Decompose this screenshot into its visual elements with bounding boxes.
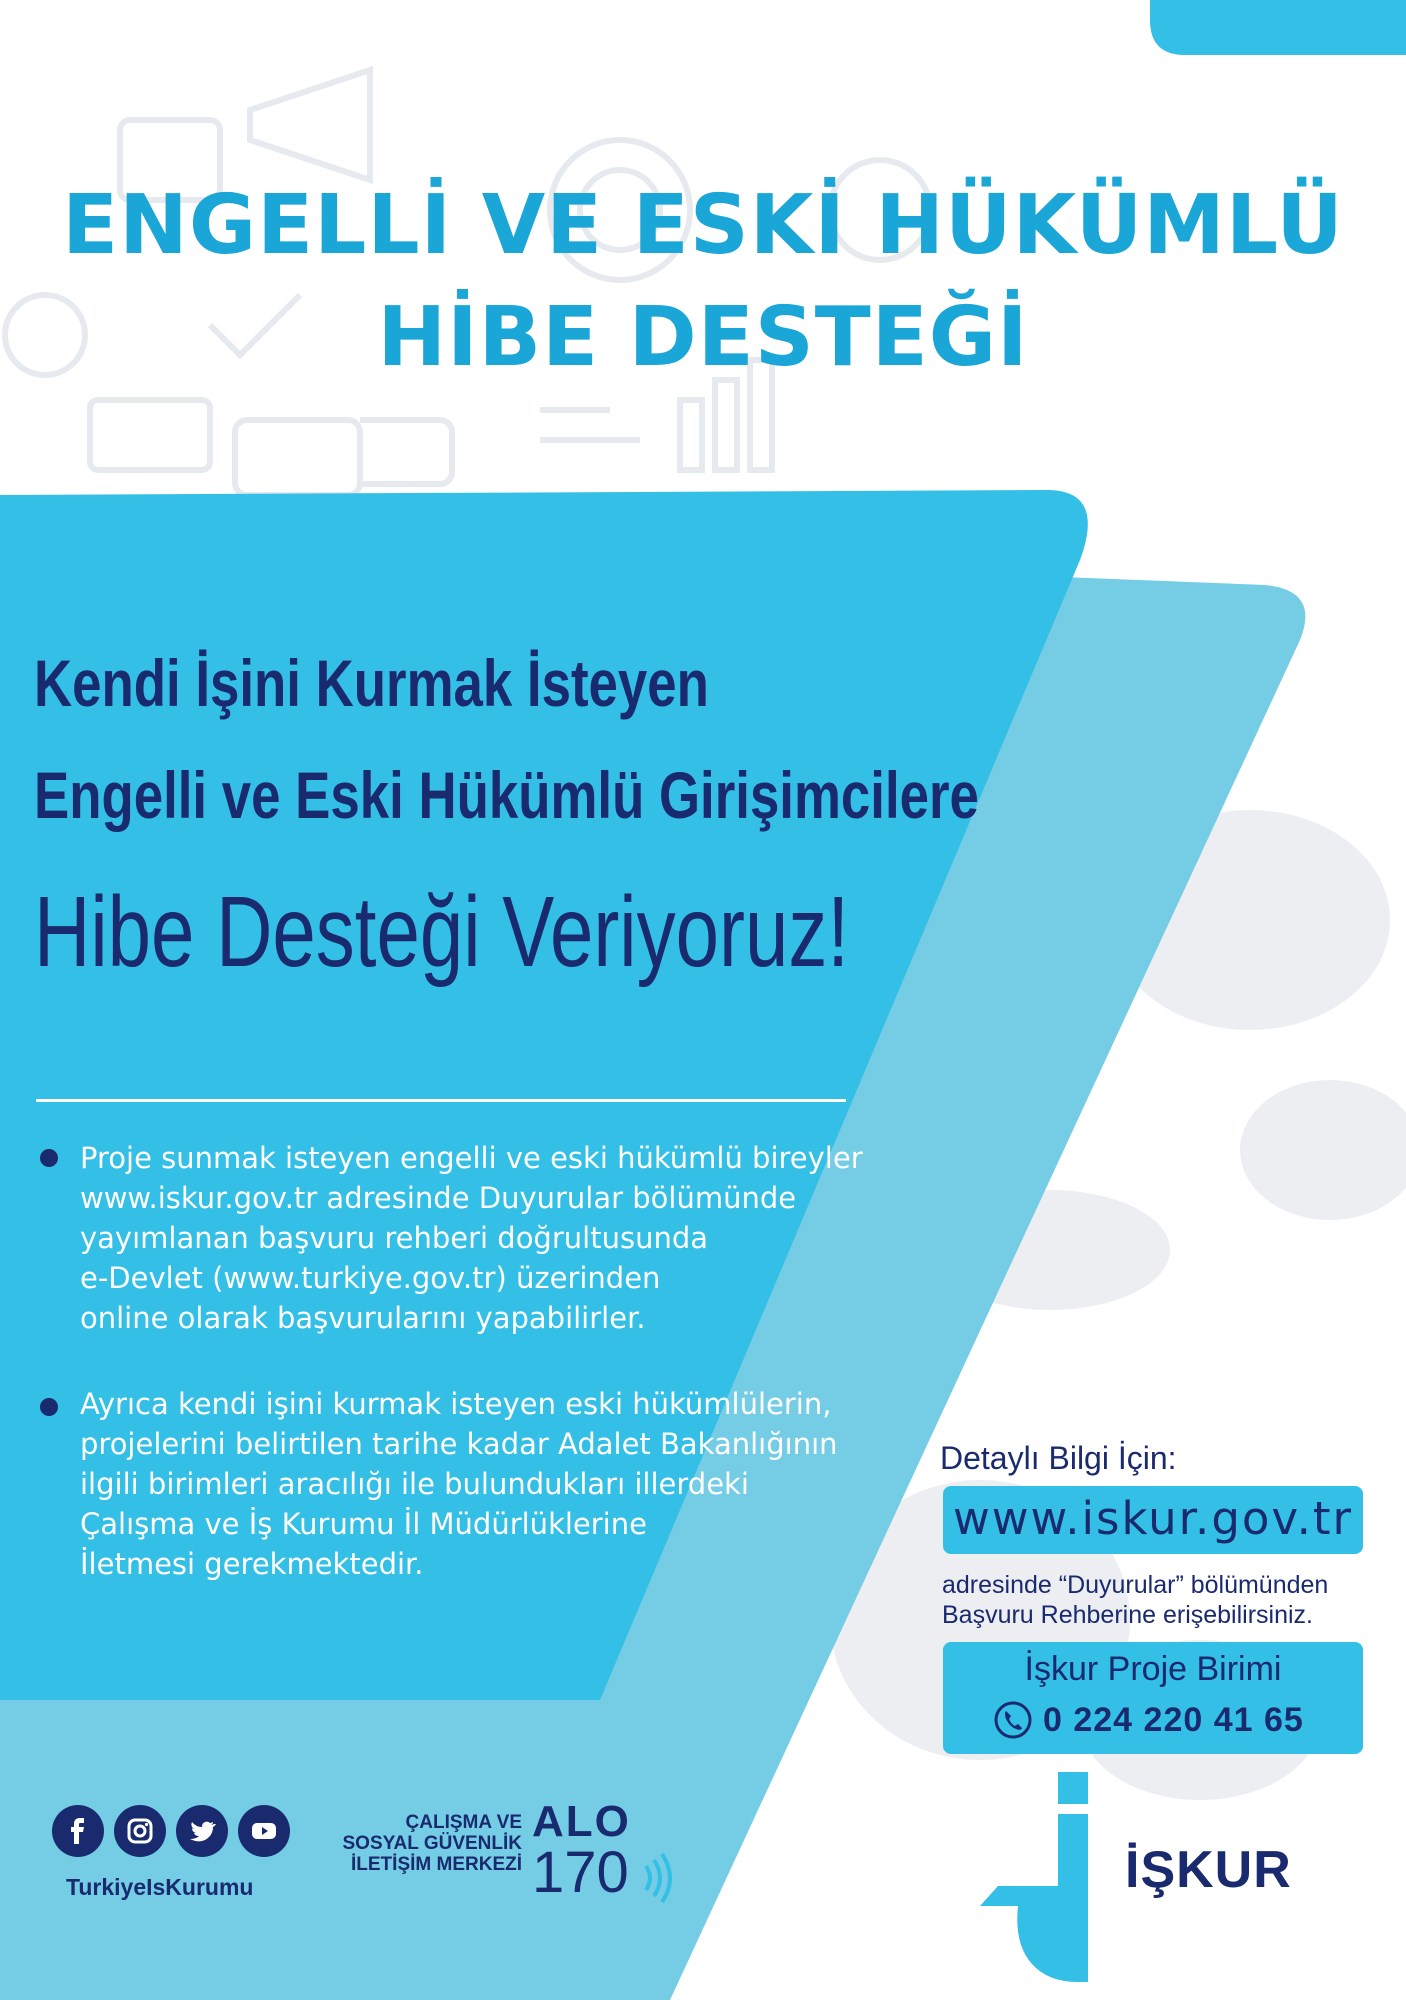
iskur-brand: İŞKUR — [1125, 1841, 1292, 1899]
website-link[interactable] — [943, 1486, 1363, 1554]
facebook-icon[interactable] — [52, 1805, 104, 1857]
contact-box — [943, 1642, 1363, 1754]
call-center-line-3: İLETİŞİM MERKEZİ — [351, 1854, 522, 1875]
bullet-line: e-Devlet (www.turkiye.gov.tr) üzerinden — [80, 1261, 661, 1295]
website-url: www.iskur.gov.tr — [952, 1492, 1354, 1545]
call-center-label — [300, 1812, 522, 1875]
info-note — [942, 1570, 1328, 1630]
title-line-2: HİBE DESTEĞİ — [377, 290, 1029, 385]
bullet-line: ilgili birimleri aracılığı ile bulundukları illerdeki — [80, 1467, 749, 1501]
call-center-line-2: SOSYAL GÜVENLİK — [342, 1833, 522, 1854]
sound-waves-icon — [642, 1848, 672, 1908]
bullet-line: Çalışma ve İş Kurumu İl Müdürlüklerine — [80, 1507, 647, 1541]
phone-number: 0 224 220 41 65 — [1043, 1700, 1304, 1739]
bullet-text — [80, 1138, 900, 1338]
instagram-icon[interactable] — [114, 1805, 166, 1857]
social-handle: TurkiyeIsKurumu — [66, 1874, 254, 1900]
bullet-line: Proje sunmak isteyen engelli ve eski hükümlü bireyler — [80, 1141, 863, 1175]
bullet-text — [80, 1384, 900, 1584]
alo-170-logo — [532, 1797, 631, 1905]
phone-icon — [993, 1700, 1033, 1740]
bullet-line: Ayrıca kendi işini kurmak isteyen eski hükümlülerin, — [80, 1387, 832, 1421]
youtube-icon[interactable] — [238, 1805, 290, 1857]
title-line-1: ENGELLİ VE ESKİ HÜKÜMLÜ — [62, 178, 1344, 273]
bullet-dot — [40, 1398, 58, 1416]
bullet-dot — [40, 1149, 58, 1167]
alo-word: ALO — [532, 1797, 631, 1846]
unit-label: İşkur Proje Birimi — [1024, 1650, 1282, 1688]
social-icons — [52, 1805, 290, 1857]
alo-number: 170 — [532, 1840, 629, 1905]
info-note-line-1: adresinde “Duyurular” bölümünden — [942, 1571, 1329, 1599]
bullet-line: projelerini belirtilen tarihe kadar Adalet Bakanlığının — [80, 1427, 838, 1461]
info-note-line-2: Başvuru Rehberine erişebilirsiniz. — [942, 1601, 1313, 1629]
info-title: Detaylı Bilgi İçin: — [940, 1440, 1177, 1476]
divider-line — [36, 1099, 846, 1102]
call-center-line-1: ÇALIŞMA VE — [405, 1812, 522, 1833]
headline-line-2: Engelli ve Eski Hükümlü Girişimcilere — [34, 758, 979, 832]
headline-line-1: Kendi İşini Kurmak İsteyen — [34, 646, 709, 720]
top-accent-bar — [1150, 0, 1406, 55]
phone-row[interactable] — [993, 1698, 1304, 1742]
bullet-line: yayımlanan başvuru rehberi doğrultusunda — [80, 1221, 709, 1255]
headline-line-3: Hibe Desteği Veriyoruz! — [34, 876, 850, 988]
bullet-line: www.iskur.gov.tr adresinde Duyurular bölümünde — [80, 1181, 797, 1215]
bullet-line: online olarak başvurularını yapabilirler. — [80, 1301, 646, 1335]
twitter-icon[interactable] — [176, 1805, 228, 1857]
bullet-line: İletmesi gerekmektedir. — [80, 1547, 424, 1581]
poster-title — [0, 170, 1406, 394]
